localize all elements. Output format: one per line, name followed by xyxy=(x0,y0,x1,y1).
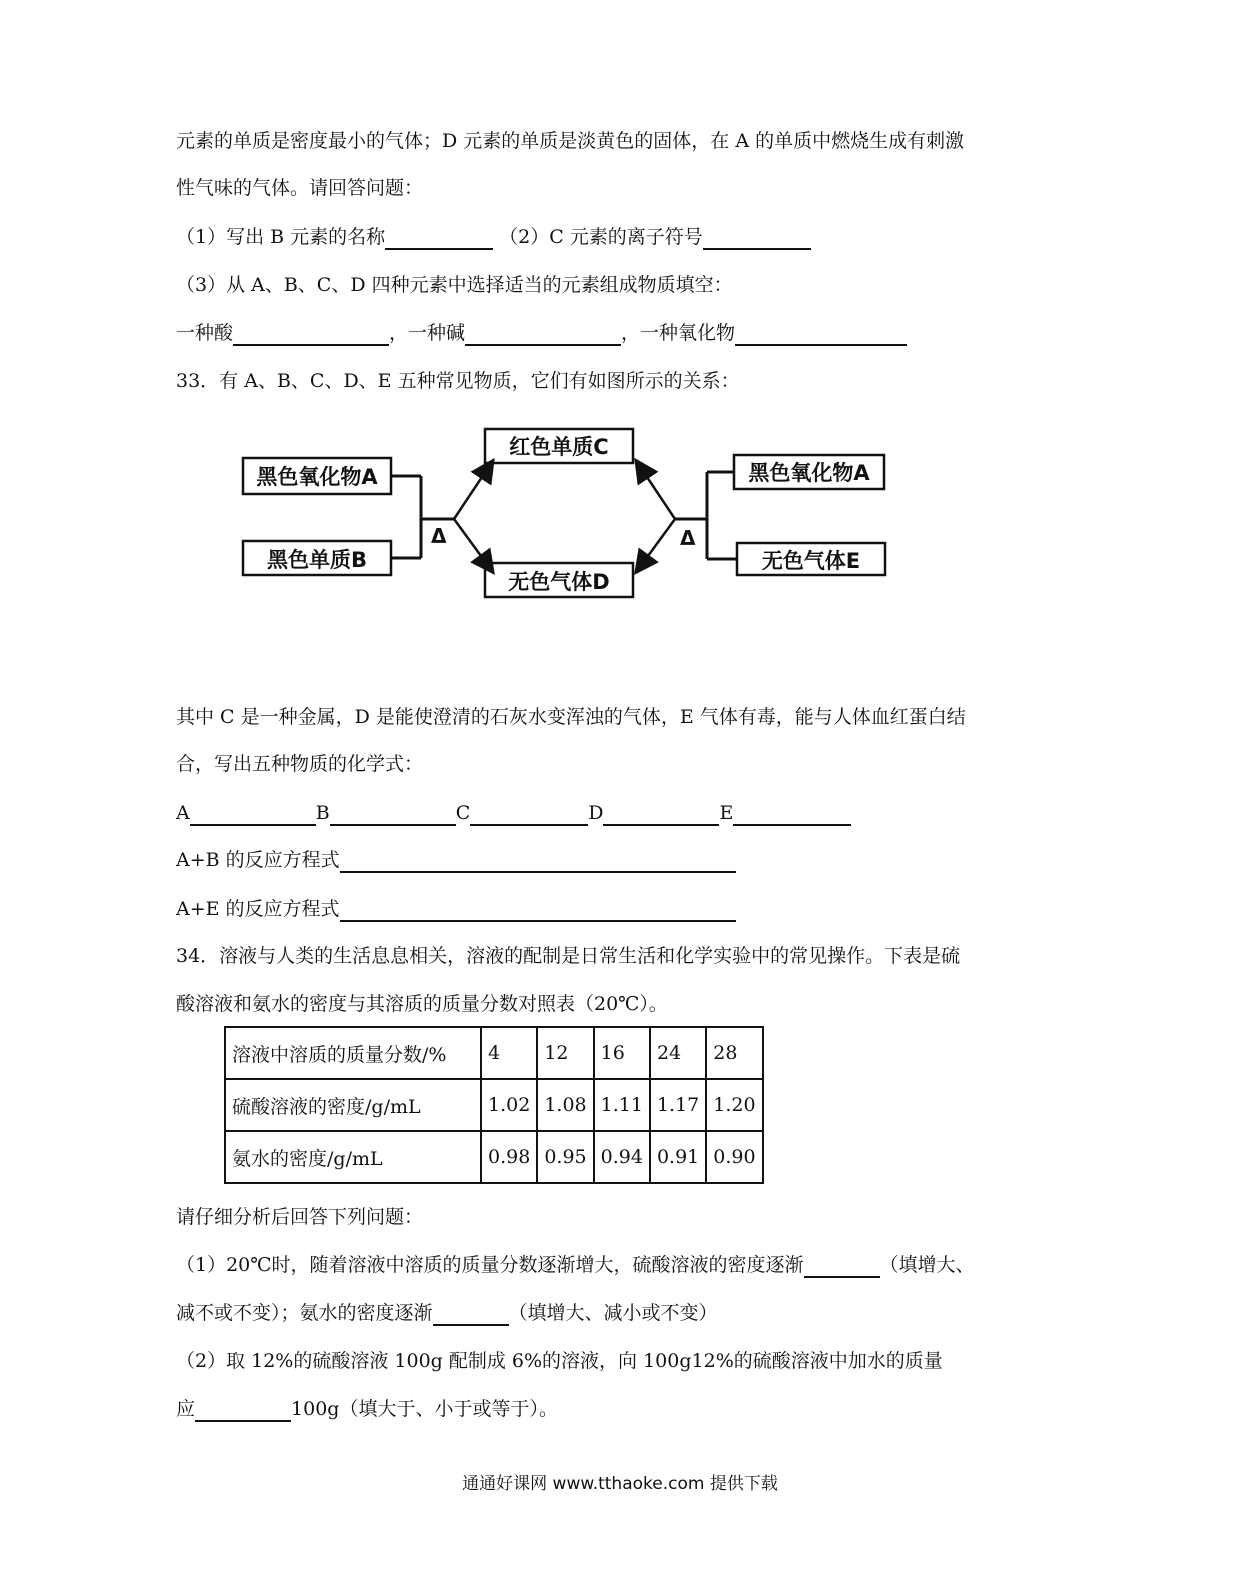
answer-blank[interactable] xyxy=(733,804,851,826)
density-table xyxy=(224,1026,764,1184)
formula-blanks xyxy=(176,800,851,826)
equation-2 xyxy=(176,896,736,922)
answer-blank[interactable] xyxy=(340,900,736,922)
table-cell: 0.95 xyxy=(537,1131,593,1183)
q33-desc-2: 合，写出五种物质的化学式： xyxy=(176,753,424,775)
part-1-cont-hint: （填增大、减小或不变） xyxy=(508,1302,718,1324)
question-3: （3）从 A、B、C、D 四种元素中选择适当的元素组成物质填空： xyxy=(176,274,733,296)
table-cell: 1.17 xyxy=(650,1079,706,1131)
q34-prompt: 请仔细分析后回答下列问题： xyxy=(176,1206,424,1228)
equation-1-label: A+B 的反应方程式 xyxy=(176,849,340,871)
heat-symbol-left: Δ xyxy=(431,524,447,548)
table-row xyxy=(225,1027,763,1079)
box-right-bottom-label: 无色气体E xyxy=(761,549,861,573)
q33-desc-1: 其中 C 是一种金属，D 是能使澄清的石灰水变浑浊的气体，E 气体有毒，能与人体血红蛋白结 xyxy=(176,706,966,728)
table-row xyxy=(225,1131,763,1183)
q34-part-1 xyxy=(176,1252,975,1278)
q34-stem-1: 34．溶液与人类的生活息息相关，溶液的配制是日常生活和化学实验中的常见操作。下表是硫 xyxy=(176,945,961,967)
intro-line-1: 元素的单质是密度最小的气体；D 元素的单质是淡黄色的固体，在 A 的单质中燃烧生成有刺激 xyxy=(176,130,965,152)
intro-line-2: 性气味的气体。请回答问题： xyxy=(176,177,424,199)
box-center-bottom-label: 无色气体D xyxy=(508,570,610,594)
part-1-text: （1）20℃时，随着溶液中溶质的质量分数逐渐增大，硫酸溶液的密度逐渐 xyxy=(176,1254,804,1276)
answer-blank[interactable] xyxy=(804,1256,880,1278)
q33-stem: 33．有 A、B、C、D、E 五种常见物质，它们有如图所示的关系： xyxy=(176,370,740,392)
q34-part-2: （2）取 12%的硫酸溶液 100g 配制成 6%的溶液，向 100g12%的硫酸溶液中加水的质量 xyxy=(176,1350,943,1372)
table-cell: 4 xyxy=(481,1027,537,1079)
table-cell: 0.94 xyxy=(594,1131,650,1183)
answer-blank[interactable] xyxy=(433,1304,509,1326)
page-footer: 通通好课网 www.tthaoke.com 提供下载 xyxy=(462,1474,778,1494)
oxide-label: ，一种氧化物 xyxy=(621,322,736,344)
table-cell: 12 xyxy=(537,1027,593,1079)
letter-e: E xyxy=(719,802,734,824)
reaction-diagram xyxy=(0,0,1240,640)
equation-1 xyxy=(176,847,736,873)
table-cell: 16 xyxy=(594,1027,650,1079)
base-label: ，一种碱 xyxy=(389,322,466,344)
table-cell: 氨水的密度/g/mL xyxy=(225,1131,481,1183)
table-cell: 1.08 xyxy=(537,1079,593,1131)
table-cell: 0.91 xyxy=(650,1131,706,1183)
box-right-top-label: 黑色氧化物A xyxy=(748,461,870,485)
part-1-cont-text: 减不或不变）；氨水的密度逐渐 xyxy=(176,1302,433,1324)
question-2-text: （2）C 元素的离子符号 xyxy=(499,226,703,248)
table-cell: 0.90 xyxy=(706,1131,762,1183)
table-cell: 1.20 xyxy=(706,1079,762,1131)
acid-label: 一种酸 xyxy=(176,322,234,344)
answer-blank[interactable] xyxy=(603,804,719,826)
table-cell: 28 xyxy=(706,1027,762,1079)
table-cell: 溶液中溶质的质量分数/% xyxy=(225,1027,481,1079)
box-left-top-label: 黑色氧化物A xyxy=(256,465,378,489)
heat-symbol-right: Δ xyxy=(680,526,696,550)
answer-blank[interactable] xyxy=(470,804,588,826)
q34-stem-2: 酸溶液和氨水的密度与其溶质的质量分数对照表（20℃）。 xyxy=(176,993,668,1015)
table-row xyxy=(225,1079,763,1131)
q34-part-2-cont xyxy=(176,1396,558,1422)
part-2-prefix: 应 xyxy=(176,1398,196,1420)
question-1-text: （1）写出 B 元素的名称 xyxy=(176,226,386,248)
box-center-top-label: 红色单质C xyxy=(509,435,609,459)
part-2-suffix: 100g（填大于、小于或等于）。 xyxy=(291,1398,558,1420)
q34-part-1-cont xyxy=(176,1300,718,1326)
box-left-bottom-label: 黑色单质B xyxy=(266,548,368,572)
equation-2-label: A+E 的反应方程式 xyxy=(176,898,340,920)
part-1-hint: （填增大、 xyxy=(879,1254,975,1276)
answer-blank[interactable] xyxy=(340,851,736,873)
table-cell: 硫酸溶液的密度/g/mL xyxy=(225,1079,481,1131)
answer-blank[interactable] xyxy=(195,1400,291,1422)
letter-d: D xyxy=(588,802,604,824)
table-cell: 1.02 xyxy=(481,1079,537,1131)
letter-b: B xyxy=(315,802,330,824)
table-cell: 0.98 xyxy=(481,1131,537,1183)
answer-blank[interactable] xyxy=(330,804,456,826)
answer-blank[interactable] xyxy=(190,804,316,826)
letter-a: A xyxy=(176,802,190,824)
table-cell: 24 xyxy=(650,1027,706,1079)
table-cell: 1.11 xyxy=(594,1079,650,1131)
letter-c: C xyxy=(455,802,471,824)
